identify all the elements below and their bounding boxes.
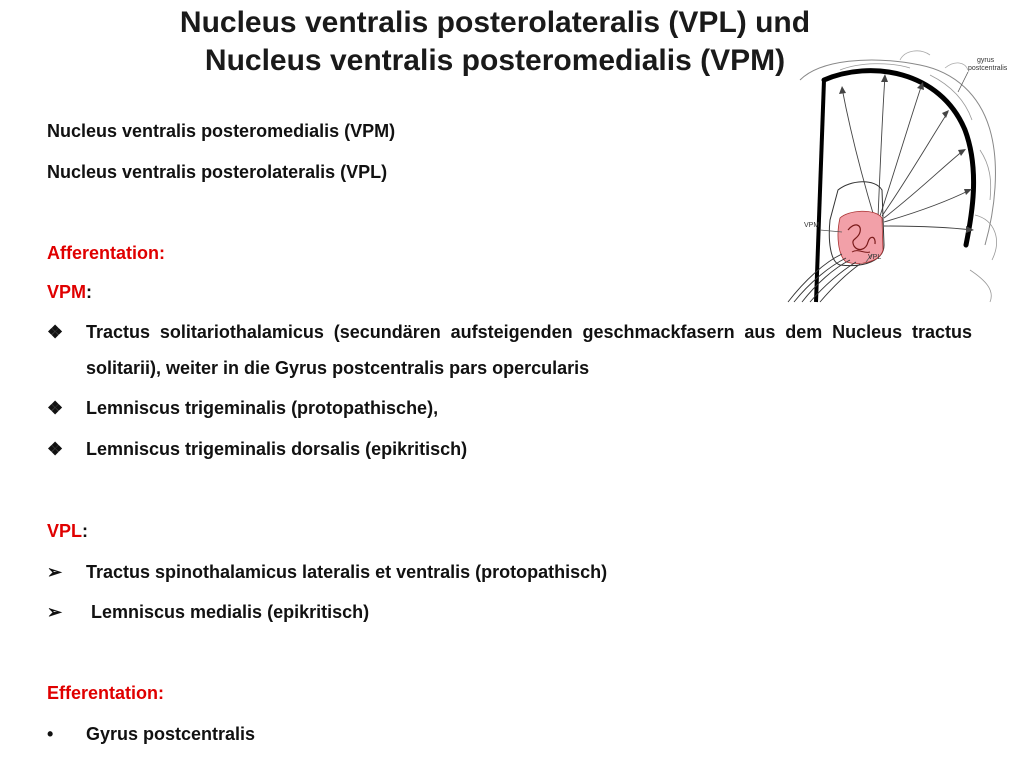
gyrus-label-line1: gyrus — [977, 57, 995, 64]
vpm-heading-label: VPM — [47, 282, 87, 302]
vpl-heading-colon: : — [82, 521, 89, 541]
title-line-1: Nucleus ventralis posterolateralis (VPL) und — [179, 6, 811, 39]
diamond-bullet-icon: ❖ — [47, 322, 64, 342]
arrow-heads — [839, 74, 974, 233]
vpm-label: VPM — [804, 222, 820, 229]
vpm-heading-colon: : — [86, 282, 93, 302]
vpl-label: VPL — [868, 254, 882, 261]
brain-outline-3 — [970, 215, 997, 302]
vpm-heading — [47, 281, 92, 303]
gyrus-label-line2: postcentralis — [968, 65, 1008, 72]
vpl-item-2: Lemniscus medialis (epikritisch) — [86, 602, 370, 622]
efferentation-item-1: Gyrus postcentralis — [86, 724, 256, 744]
vpl-item-1: Tractus spinothalamicus lateralis et ventralis (protopathisch) — [86, 562, 608, 582]
afferentation-heading: Afferentation: — [47, 243, 165, 263]
title-line-2: Nucleus ventralis posteromedialis (VPM) — [204, 44, 786, 77]
diamond-bullet-icon: ❖ — [47, 439, 64, 459]
thalamus-cortex-diagram — [780, 40, 1010, 305]
vpl-heading — [47, 520, 88, 542]
diamond-bullet-icon: ❖ — [47, 398, 64, 418]
vpl-heading-label: VPL — [47, 521, 83, 541]
arrow-bullet-icon: ➢ — [47, 602, 63, 622]
intro-vpl: Nucleus ventralis posterolateralis (VPL) — [47, 162, 388, 182]
intro-vpm: Nucleus ventralis posteromedialis (VPM) — [47, 121, 396, 141]
arrow-bullet-icon: ➢ — [47, 562, 63, 582]
projection-arrows — [842, 76, 972, 230]
vpm-item-2: Lemniscus trigeminalis (protopathische), — [86, 398, 439, 418]
vpm-item-3: Lemniscus trigeminalis dorsalis (epikritisch) — [86, 439, 468, 459]
vpm-item-1: Tractus solitariothalamicus (secundären aufsteigenden geschmackfasern aus dem Nucleus tractus solitarii), weiter in die Gyrus postcentralis pars opercularis — [86, 322, 972, 378]
brain-outline-4 — [900, 51, 968, 70]
efferentation-heading: Efferentation: — [47, 683, 164, 703]
dot-bullet-icon: • — [47, 724, 54, 744]
brain-outline — [800, 60, 995, 245]
